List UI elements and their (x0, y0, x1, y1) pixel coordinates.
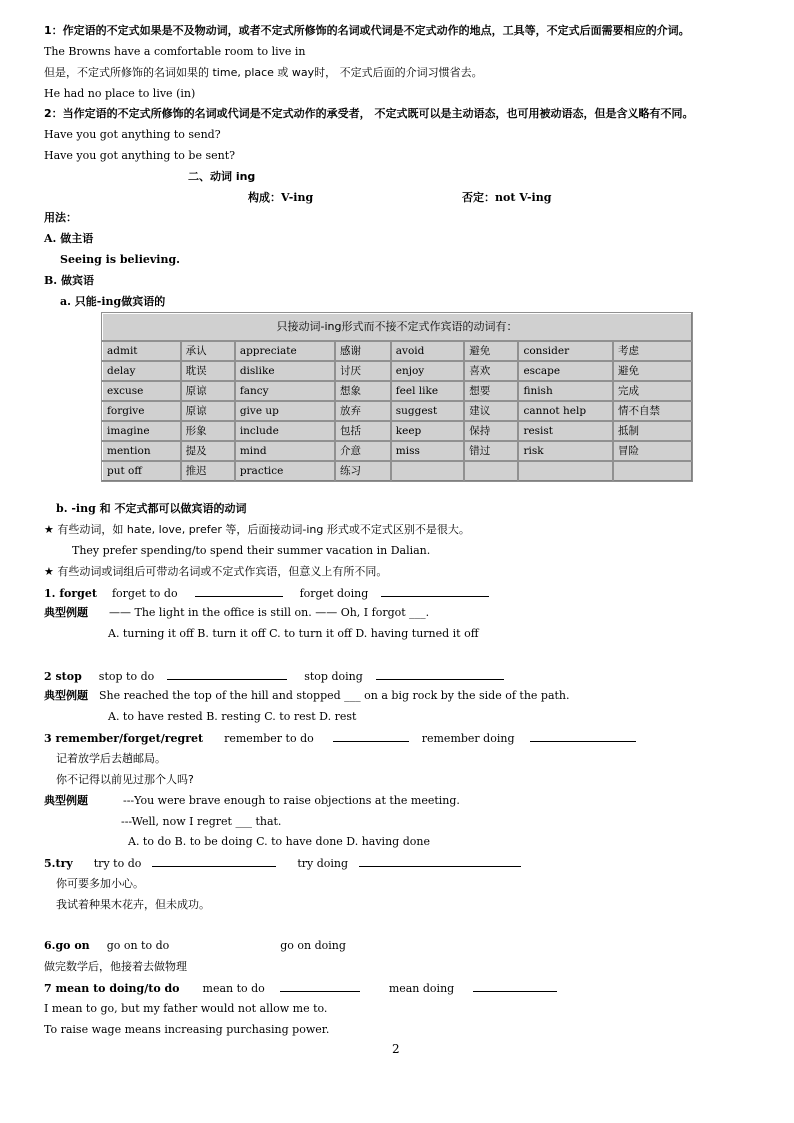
verb-cell: risk (518, 441, 613, 461)
meaning-cell: 耽误 (181, 361, 235, 381)
meaning-cell: 抵制 (613, 421, 692, 441)
subject-example: Seeing is believing. (60, 253, 180, 266)
try-translation-1: 你可要多加小心。 (56, 877, 144, 890)
table-row (102, 461, 692, 481)
verb-cell: include (235, 421, 335, 441)
mean-doing-blank[interactable] (473, 981, 557, 992)
go-on-doing: go on doing (280, 939, 346, 952)
example-3-label: 典型例题 (44, 794, 88, 807)
rule-2-example-2: Have you got anything to be sent? (44, 149, 236, 162)
verb-cell: fancy (235, 381, 335, 401)
verb-cell: feel like (391, 381, 465, 401)
go-on-translation: 做完数学后，他接着去做物理 (44, 960, 187, 973)
meaning-cell: 喜欢 (464, 361, 518, 381)
verb-cell: admit (102, 341, 181, 361)
note-star-1: ★ 有些动词，如 hate, love, prefer 等，后面接动词-ing 形式或不定式区别不是很大。 (44, 523, 470, 536)
remember-doing-blank[interactable] (530, 731, 636, 742)
verb-cell: avoid (391, 341, 465, 361)
meaning-cell: 想要 (464, 381, 518, 401)
forget-doing: forget doing (299, 587, 369, 600)
note-star-2: ★ 有些动词或词组后可带动名词或不定式作宾语，但意义上有所不同。 (44, 565, 388, 578)
meaning-cell: 讨厌 (335, 361, 391, 381)
example-3-question-2: ---Well, now I regret ___ that. (121, 815, 282, 828)
mean-to-blank[interactable] (280, 981, 360, 992)
verb-cell: put off (102, 461, 181, 481)
forget-to-blank[interactable] (195, 586, 283, 597)
note-star-1-example: They prefer spending/to spend their summer vacation in Dalian. (72, 544, 431, 557)
table-row (102, 441, 692, 461)
try-doing-blank[interactable] (359, 856, 521, 867)
remember-doing: remember doing (421, 732, 515, 745)
remember-translation-2: 你不记得以前见过那个人吗? (56, 773, 194, 786)
try-label: 5.try (44, 857, 73, 870)
verb-cell: delay (102, 361, 181, 381)
example-2-question: She reached the top of the hill and stopped ___ on a big rock by the side of the path. (99, 689, 570, 702)
meaning-cell: 承认 (181, 341, 235, 361)
verb-cell: escape (518, 361, 613, 381)
meaning-cell: 考虑 (613, 341, 692, 361)
meaning-cell: 情不自禁 (613, 401, 692, 421)
negation-label: 否定：not V-ing (462, 191, 552, 204)
meaning-cell: 冒险 (613, 441, 692, 461)
example-1-line (44, 606, 429, 620)
example-2-options: A. to have rested B. resting C. to rest D. rest (108, 710, 357, 723)
try-to-blank[interactable] (152, 856, 276, 867)
verb-cell: imagine (102, 421, 181, 441)
meaning-cell: 推迟 (181, 461, 235, 481)
verb-cell: practice (235, 461, 335, 481)
example-3-options: A. to do B. to be doing C. to have done D. having done (128, 835, 430, 848)
page-number: 2 (392, 1042, 400, 1056)
verb-cell: enjoy (391, 361, 465, 381)
mean-to-do: mean to do (202, 982, 265, 995)
mean-example-1: I mean to go, but my father would not allow me to. (44, 1002, 328, 1015)
ing-only-heading: a. 只能-ing做宾语的 (60, 295, 166, 308)
try-translation-2: 我试着种果木花卉，但未成功。 (56, 898, 210, 911)
rule-1-note: 但是，不定式所修饰的名词如果的 time, place 或 way时， 不定式后面的介词习惯省去。 (44, 66, 483, 79)
meaning-cell: 避免 (613, 361, 692, 381)
forget-line (44, 586, 489, 601)
meaning-cell (464, 461, 518, 481)
stop-line (44, 669, 504, 684)
meaning-cell: 完成 (613, 381, 692, 401)
object-heading: B. 做宾语 (44, 274, 94, 287)
meaning-cell: 介意 (335, 441, 391, 461)
example-3-line (44, 794, 460, 808)
form-label: 构成：V-ing (248, 191, 314, 204)
stop-label: 2 stop (44, 670, 82, 683)
rule-1-example: The Browns have a comfortable room to live in (44, 45, 306, 58)
verb-cell: dislike (235, 361, 335, 381)
meaning-cell: 想象 (335, 381, 391, 401)
verb-cell: consider (518, 341, 613, 361)
mean-line (44, 981, 557, 996)
forget-doing-blank[interactable] (381, 586, 489, 597)
remember-to-do: remember to do (224, 732, 314, 745)
verb-cell: keep (391, 421, 465, 441)
meaning-cell: 保持 (464, 421, 518, 441)
meaning-cell: 避免 (464, 341, 518, 361)
verb-cell: give up (235, 401, 335, 421)
table-row (102, 381, 692, 401)
verb-cell: appreciate (235, 341, 335, 361)
verb-cell: mind (235, 441, 335, 461)
verb-cell: resist (518, 421, 613, 441)
remember-line (44, 731, 636, 746)
mean-label: 7 mean to doing/to do (44, 982, 180, 995)
meaning-cell (613, 461, 692, 481)
usage-label: 用法： (44, 211, 77, 224)
mean-doing: mean doing (388, 982, 455, 995)
rule-1-example-2: He had no place to live (in) (44, 87, 196, 100)
go-on-line (44, 939, 346, 953)
rule-1-title: 1：作定语的不定式如果是不及物动词，或者不定式所修饰的名词或代词是不定式动作的地点，工具等，不定式后面需要相应的介词。 (44, 24, 690, 37)
try-doing: try doing (297, 857, 349, 870)
meaning-cell: 原谅 (181, 401, 235, 421)
verb-cell (518, 461, 613, 481)
stop-doing: stop doing (304, 670, 363, 683)
verb-cell (391, 461, 465, 481)
try-to-do: try to do (93, 857, 142, 870)
table-row (102, 361, 692, 381)
meaning-cell: 放弃 (335, 401, 391, 421)
remember-to-blank[interactable] (333, 731, 409, 742)
stop-to-do: stop to do (98, 670, 155, 683)
example-1-options: A. turning it off B. turn it off C. to turn it off D. having turned it off (108, 627, 479, 640)
meaning-cell: 提及 (181, 441, 235, 461)
both-forms-heading: b. -ing 和 不定式都可以做宾语的动词 (56, 502, 247, 515)
table-row (102, 401, 692, 421)
meaning-cell: 包括 (335, 421, 391, 441)
verb-cell: finish (518, 381, 613, 401)
try-line (44, 856, 521, 871)
table-header-row (102, 313, 692, 341)
verb-cell: mention (102, 441, 181, 461)
meaning-cell: 原谅 (181, 381, 235, 401)
meaning-cell: 练习 (335, 461, 391, 481)
verb-cell: excuse (102, 381, 181, 401)
forget-to-do: forget to do (111, 587, 178, 600)
stop-doing-blank[interactable] (376, 669, 504, 680)
verb-cell: cannot help (518, 401, 613, 421)
example-3-question-1: ---You were brave enough to raise objections at the meeting. (123, 794, 460, 807)
subject-heading: A. 做主语 (44, 232, 94, 245)
table-row (102, 341, 692, 361)
rule-2-example-1: Have you got anything to send? (44, 128, 221, 141)
remember-translation-1: 记着放学后去趟邮局。 (56, 752, 166, 765)
remember-label: 3 remember/forget/regret (44, 732, 204, 745)
example-1-label: 典型例题 (44, 606, 88, 619)
meaning-cell: 错过 (464, 441, 518, 461)
meaning-cell: 感谢 (335, 341, 391, 361)
stop-to-blank[interactable] (167, 669, 287, 680)
example-2-label: 典型例题 (44, 689, 88, 702)
example-1-question: —— The light in the office is still on. —— Oh, I forgot ___. (109, 606, 430, 619)
meaning-cell: 形象 (181, 421, 235, 441)
verb-cell: suggest (391, 401, 465, 421)
forget-label: 1. forget (44, 587, 97, 600)
mean-example-2: To raise wage means increasing purchasing power. (44, 1023, 330, 1036)
ing-verb-table (101, 312, 693, 482)
meaning-cell: 建议 (464, 401, 518, 421)
go-on-label: 6.go on (44, 939, 90, 952)
example-2-line (44, 689, 570, 703)
table-row (102, 421, 692, 441)
rule-2-title: 2：当作定语的不定式所修饰的名词或代词是不定式动作的承受者， 不定式既可以是主动语态，也可用被动语态，但是含义略有不同。 (44, 107, 694, 120)
go-on-to-do: go on to do (106, 939, 170, 952)
table-header: 只接动词-ing形式而不接不定式作宾语的动词有： (102, 313, 692, 341)
verb-cell: forgive (102, 401, 181, 421)
verb-cell: miss (391, 441, 465, 461)
section-heading: 二、动词 ing (188, 170, 256, 183)
